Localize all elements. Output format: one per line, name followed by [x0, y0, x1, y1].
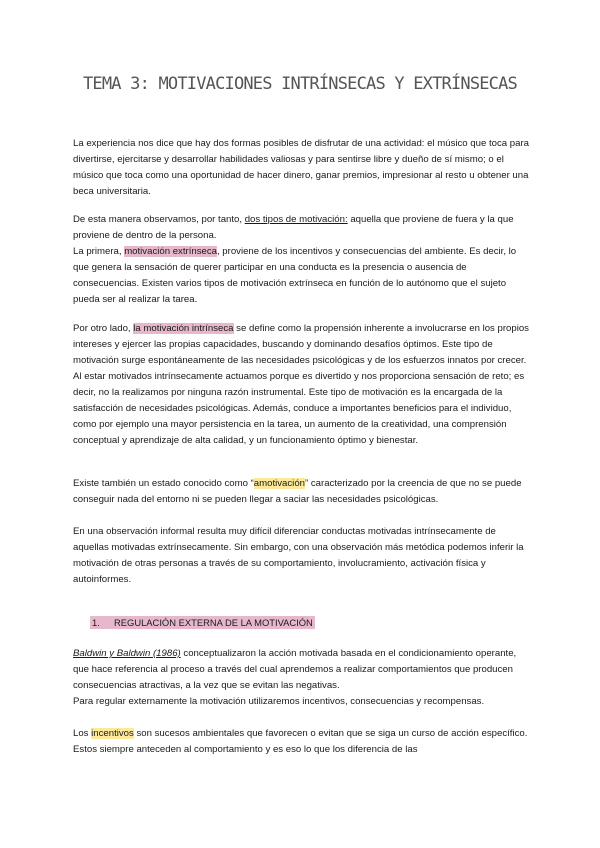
section-heading: [90, 616, 315, 630]
text-segment: se define como la propensión inherente a involucrarse en los propios intereses y ejercer las propias capacidades, buscando y dominando desafíos óptimos. Este tipo de motivación surge espontáneamente de las necesidades psicológicas y de los esfuerzos innatos por crecer. Al estar motivados intrínsecamente actuamos porque es divertido y nos proporciona sensación de reto; es decir, no la realizamos por ninguna razón instrumental. Este tipo de motivación es la encargada de la satisfacción de necesidades psicológicas. Además, conduce a importantes beneficios para el individuo, como por ejemplo una mayor persistencia en la tarea, un aumento de la creatividad, una comprensión conceptual y aprendizaje de alta calidad, y un funcionamiento óptimo y bienestar.: [73, 323, 529, 446]
paragraph-intrinsic: [73, 321, 529, 449]
paragraph-intro: [73, 136, 529, 200]
highlight-intrinsic: la motivación intrínseca: [133, 323, 234, 334]
text-segment: aquella que proviene de fuera y la que proviene de dentro de la persona.: [73, 214, 514, 241]
highlight-incentives: incentivos: [91, 728, 134, 739]
paragraph-amotivation: [73, 476, 529, 508]
intro-text: La experiencia nos dice que hay dos formas posibles de disfrutar de una actividad: el músico que toca para divertirse, ejercitarse y desarrollar habilidades valiosas y para sentirse libre y dueño de sí mismo; o el músico que toca como una oportunidad de hacer dinero, ganar premios, impresionar al resto u obtener una beca universitaria.: [73, 138, 529, 197]
section-heading-box: [90, 616, 315, 629]
text-segment: La primera,: [73, 246, 125, 257]
section-number: 1.: [92, 617, 100, 628]
text-segment: Por otro lado,: [73, 323, 134, 334]
paragraph-baldwin: [73, 646, 529, 694]
text-segment: conceptualizaron la acción motivada basada en el condicionamiento operante, que hace referencia al proceso a través del cual aprendemos a realizar comportamientos que producen consecuencias atractivas, a la vez que se evitan las negativas.: [73, 648, 517, 691]
paragraph-incentives: [73, 726, 529, 758]
paragraph-regulation: [73, 694, 529, 710]
citation: Baldwin y Baldwin (1986): [73, 648, 181, 659]
underlined-term: dos tipos de motivación:: [244, 214, 348, 225]
text-segment: Existe también un estado conocido como “: [73, 478, 254, 489]
highlight-amotivation: amotivación: [253, 478, 305, 489]
text-segment: Los: [73, 728, 92, 739]
text-segment: son sucesos ambientales que favorecen o evitan que se siga un curso de acción específico. Estos siempre anteceden al comportamiento y es eso lo que los diferencia de las: [73, 728, 528, 755]
section-title: REGULACIÓN EXTERNA DE LA MOTIVACIÓN: [114, 617, 313, 628]
highlight-extrinsic: motivación extrínseca: [124, 246, 217, 257]
paragraph-two-types: [73, 212, 529, 244]
paragraph-observation: [73, 524, 529, 588]
text-segment: ” caracterizado por la creencia de que no se puede conseguir nada del entorno ni se pueden llegar a saciar las necesidades psicológicas.: [73, 478, 522, 505]
text-segment: , proviene de los incentivos y consecuencias del ambiente. Es decir, lo que genera la sensación de querer participar en una conducta es la presencia o ausencia de consecuencias. Existen varios tipos de motivación extrínseca en función de lo autónomo que el sujeto pueda ser al realizar la tarea.: [73, 246, 517, 305]
page-title: TEMA 3: MOTIVACIONES INTRÍNSECAS Y EXTRÍNSECAS: [82, 74, 517, 94]
regulation-text: Para regular externamente la motivación utilizaremos incentivos, consecuencias y recompensas.: [73, 696, 485, 707]
paragraph-extrinsic: [73, 244, 529, 308]
text-segment: De esta manera observamos, por tanto,: [73, 214, 245, 225]
observation-text: En una observación informal resulta muy difícil diferenciar conductas motivadas intrínsecamente de aquellas motivadas extrínsecamente. Sin embargo, con una observación más metódica podemos inferir la motivación de otras personas a través de su comportamiento, involucramiento, activación física y autoinformes.: [73, 526, 524, 585]
